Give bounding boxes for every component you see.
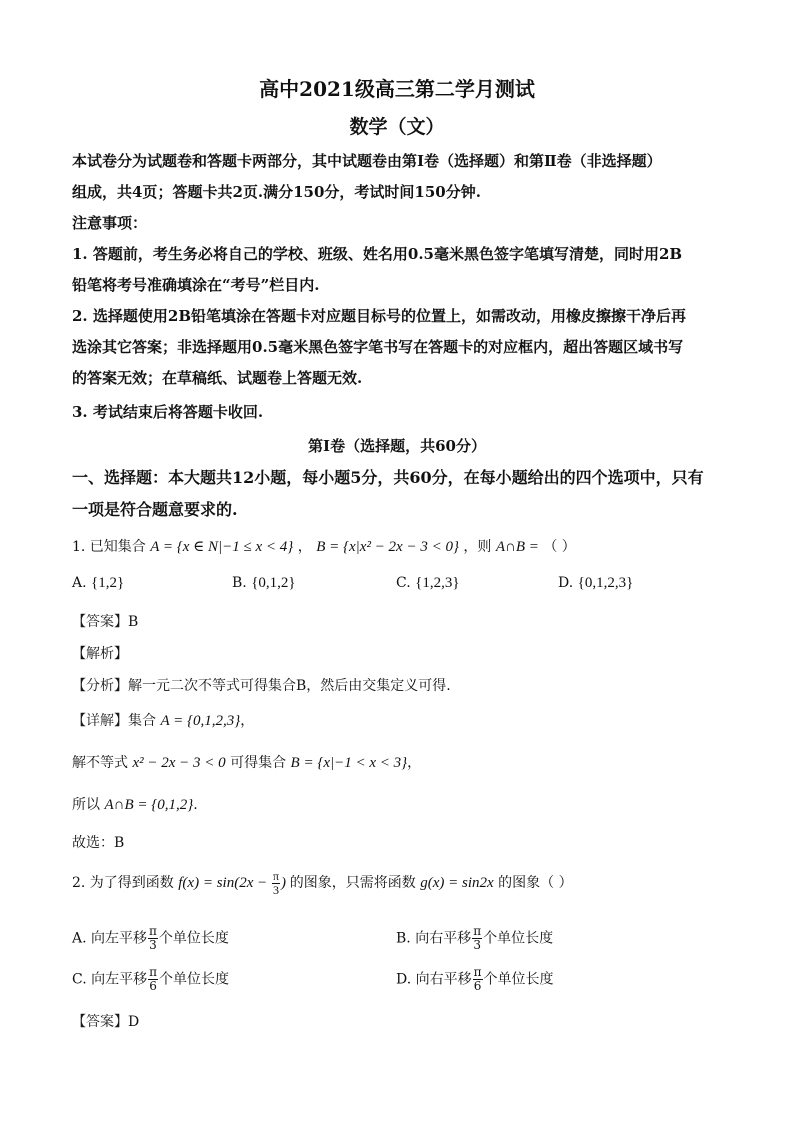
q1-set-b: B = {x|x² − 2x − 3 < 0} [316, 539, 459, 555]
note-2-line-1: 2. 选择题使用2B铅笔填涂在答题卡对应题目标号的位置上，如需改动，用橡皮擦擦干净后再 [72, 307, 687, 325]
question-1 [72, 536, 576, 556]
q1-option-a-value: {1,2} [91, 575, 125, 591]
q2-fraction: $\frac{\pi}{3}$ [272, 869, 280, 897]
q1-step2-inequality: x² − 2x − 3 < 0 [132, 755, 226, 771]
q2-prefix: 2. 为了得到函数 [72, 874, 174, 891]
q2-answer-tag: 【答案】 [72, 1014, 128, 1030]
q1-conclusion: 故选：B [72, 835, 125, 851]
q1-option-b-value: {0,1,2} [251, 575, 296, 591]
q2-option-c-fraction: $\frac{\pi}{6}$ [149, 965, 158, 993]
exam-title: 高中2021级高三第二学月测试 [259, 77, 535, 101]
q1-step3-math: A∩B = {0,1,2} [104, 797, 194, 813]
q1-option-d: D. {0,1,2,3} [558, 575, 634, 591]
q1-answer-value: B [128, 614, 139, 630]
q2-mid: 的图象，只需将函数 [289, 874, 416, 891]
q1-xiangjie: 【详解】集合 A = {0,1,2,3}， [72, 713, 255, 729]
question-2 [72, 870, 573, 897]
q1-blank: （ ） [543, 539, 576, 555]
q1-option-b: B. {0,1,2} [232, 575, 296, 591]
q1-expr: A∩B = [495, 539, 539, 555]
section-title: 第Ⅰ卷（选择题，共60分） [308, 437, 486, 455]
q1-prefix: 1. 已知集合 [72, 539, 146, 555]
q1-set-a: A = {x ∈ N|−1 ≤ x < 4} [150, 539, 294, 555]
q1-answer-tag: 【答案】 [72, 614, 128, 630]
q1-answer [72, 611, 138, 631]
q2-option-a-fraction: $\frac{\pi}{3}$ [149, 924, 157, 952]
section-desc-line-2: 一项是符合题意要求的. [72, 500, 238, 519]
q2-option-c: C. 向左平移 $\frac{\pi}{6}$ 个单位长度 [72, 965, 230, 993]
q1-analysis-tag: 【解析】 [72, 646, 128, 662]
q1-sep: ， [297, 539, 312, 555]
note-1-line-2: 铅笔将考号准确填涂在“考号”栏目内. [72, 276, 320, 294]
q1-step2-set: B = {x|−1 < x < 3} [290, 755, 408, 771]
note-2-line-3: 的答案无效；在草稿纸、试题卷上答题无效. [72, 369, 363, 387]
q1-option-a: A. {1,2} [72, 575, 125, 591]
q1-fenxi [72, 675, 451, 695]
q2-option-d-fraction: $\frac{\pi}{6}$ [473, 965, 482, 993]
q2-option-b: B. 向右平移 $\frac{\pi}{3}$ 个单位长度 [396, 924, 554, 952]
intro-line-1: 本试卷分为试题卷和答题卡两部分，其中试题卷由第Ⅰ卷（选择题）和第Ⅱ卷（非选择题） [72, 152, 662, 170]
exam-subject: 数学（文） [349, 116, 445, 138]
note-2-line-2: 选涂其它答案；非选择题用0.5毫米黑色签字笔书写在答题卡的对应框内，超出答题区域书写 [72, 338, 684, 356]
q1-option-c: C. {1,2,3} [396, 575, 460, 591]
q2-option-d: D. 向右平移 $\frac{\pi}{6}$ 个单位长度 [396, 965, 554, 993]
q1-fenxi-tag: 【分析】 [72, 678, 128, 694]
note-1-line-1: 1. 答题前，考生务必将自己的学校、班级、姓名用0.5毫米黑色签字笔填写清楚，同时用2B [72, 245, 683, 263]
note-3: 3. 考试结束后将答题卡收回. [72, 403, 264, 421]
q1-option-d-value: {0,1,2,3} [577, 575, 634, 591]
intro-line-2: 组成，共4页；答题卡共2页.满分150分，考试时间150分钟. [72, 183, 481, 201]
q1-xiangjie-tag: 【详解】 [72, 713, 128, 729]
section-desc-line-1: 一、选择题：本大题共12小题，每小题5分，共60分，在每小题给出的四个选项中，只有 [72, 468, 704, 487]
notes-label: 注意事项： [72, 214, 148, 232]
q1-option-c-value: {1,2,3} [415, 575, 460, 591]
q1-step1-math: A = {0,1,2,3} [160, 713, 241, 729]
q2-end: 的图象（ ） [498, 874, 573, 891]
q2-function-f: f(x) = sin(2x − $\frac{\pi}{3}$ ) [178, 869, 287, 897]
q1-fenxi-text: 解一元二次不等式可得集合B，然后由交集定义可得. [128, 678, 451, 694]
q1-step-2: 解不等式 x² − 2x − 3 < 0 可得集合 B = {x|−1 < x < 3}， [72, 755, 422, 771]
q2-option-a: A. 向左平移 $\frac{\pi}{3}$ 个单位长度 [72, 924, 229, 952]
q2-answer-value: D [128, 1014, 140, 1030]
q2-option-b-fraction: $\frac{\pi}{3}$ [473, 924, 482, 952]
q1-ask: ，则 [463, 539, 492, 555]
q2-function-g: g(x) = sin2x [420, 874, 494, 891]
q2-answer [72, 1011, 139, 1031]
q1-step-3: 所以 A∩B = {0,1,2}. [72, 797, 198, 813]
